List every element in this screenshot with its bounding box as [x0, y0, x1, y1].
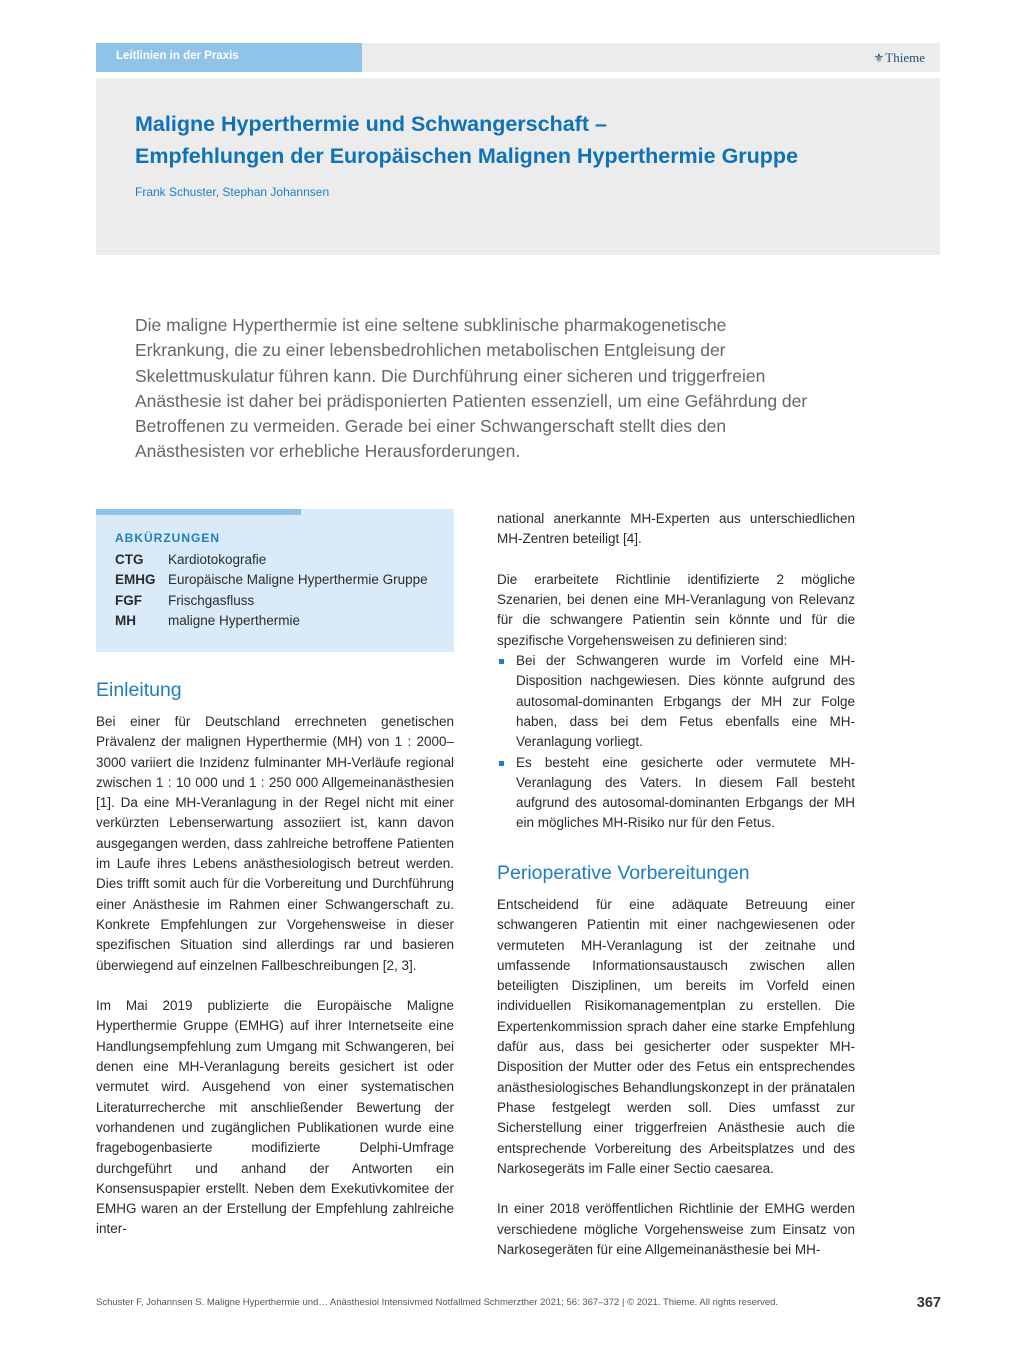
abbreviation-meaning: Kardiotokografie	[168, 552, 267, 567]
abbreviation-key: FGF	[115, 592, 142, 608]
publisher-name: Thieme	[885, 50, 925, 65]
title-line-1: Maligne Hyperthermie und Schwangerschaft –	[135, 112, 607, 136]
abbreviation-key: MH	[115, 613, 136, 629]
abbreviations-heading: ABKÜRZUNGEN	[115, 531, 220, 545]
abbreviation-item	[115, 611, 445, 631]
bullet-list	[497, 651, 855, 834]
abbreviation-key: EMHG	[115, 572, 156, 588]
body-paragraph: Im Mai 2019 publizierte die Europäische Maligne Hyperthermie Gruppe (EMHG) auf ihrer Internetseite eine Handlungsempfehlung zum Umgang mit Schwangeren, bei denen eine MH-Veranlagung bereits gesichert ist oder vermutet wird. Ausgehend von einer systematischen Literaturrecherche mit anschließender Bewertung der vorhandenen und zugänglichen Publikationen wurde eine fragebogenbasierte modifizierte Delphi-Umfrage durchgeführt und anhand der Antworten ein Konsensuspapier erstellt. Neben dem Exekutivkomitee der EMHG waren an der Erstellung der Empfehlung zahlreiche inter-	[96, 998, 454, 1237]
abbreviation-meaning: maligne Hyperthermie	[168, 613, 301, 629]
abbreviation-meaning: Frischgasfluss	[168, 592, 255, 608]
abbreviation-key: CTG	[115, 552, 144, 567]
bullet-text: Es besteht eine gesicherte oder vermutete MH-Veranlagung des Vaters. In diesem Fall besteht aufgrund des autosomal-dominanten Erbgangs der MH ein mögliches MH-Risiko nur für den Fetus.	[516, 754, 855, 831]
bullet-square-icon	[499, 659, 504, 664]
body-paragraph: Die erarbeitete Richtlinie identifizierte 2 mögliche Szenarien, bei denen eine MH-Veranlagung von Relevanz für die schwangere Patientin sein könnte und für die spezifische Vorgehensweisen zu definieren sind:	[497, 571, 855, 648]
abstract: Die maligne Hyperthermie ist eine seltene subklinische pharmakogenetische Erkrankung, die zu einer lebensbedrohlichen metabolischen Entgleisung der Skelettmuskulatur führen kann. Die Durchführung einer sicheren und triggerfreien Anästhesie ist daher bei prädisponierten Patienten essenziell, um eine Gefährdung der Betroffenen zu vermeiden. Gerade bei einer Schwangerschaft stellt dies den Anästhesisten vor erhebliche Herausforderungen.	[135, 315, 808, 462]
body-paragraph: Entscheidend für eine adäquate Betreuung einer schwangeren Patientin mit einer nachgewiesenen oder vermuteten MH-Veranlagung ist der zeitnahe und umfassende Informationsaustausch zwischen allen beteiligten Disziplinen, um bereits im Vorfeld einen individuellen Risikomanagementplan zu erstellen. Die Expertenkommission sprach daher eine starke Empfehlung dafür aus, dass bei gesicherter oder suspekter MH-Disposition der Mutter oder des Fetus ein entsprechendes anästhesiologisches Behandlungskonzept in der pränatalen Phase festgelegt werden soll. Dies umfasst zur Sicherstellung einer triggerfreien Anästhesie auch die entsprechende Vorbereitung des Arbeitsplatzes und des Narkosegeräts im Falle einer Sectio caesarea.	[497, 897, 855, 1176]
left-column-text	[96, 712, 454, 1240]
body-paragraph: Bei einer für Deutschland errechneten genetischen Prävalenz der malignen Hyperthermie (MH) von 1 : 2000–3000 variiert die Inzidenz fulminanter MH-Verläufe regional zwischen 1 : 10 000 und 1 : 250 000 Allgemeinanästhesien [1]. Da eine MH-Veranlagung in der Regel nicht mit einer verkürzten Lebenserwartung assoziiert ist, kann davon ausgegangen werden, dass zahlreiche betroffene Patienten im Laufe ihres Lebens anästhesiologisch betreut werden. Dies trifft somit auch für die Vorbereitung und Durchführung einer Anästhesie im Rahmen einer Schwangerschaft zu. Konkrete Empfehlungen zur Vorgehensweise in dieser spezifischen Situation sind allerdings rar und basieren überwiegend auf einzelnen Fallbeschreibungen [2, 3].	[96, 714, 454, 973]
bullet-square-icon	[499, 761, 504, 766]
authors: Frank Schuster, Stephan Johannsen	[135, 185, 330, 199]
page-number: 367	[916, 1295, 941, 1311]
abbreviation-item	[115, 591, 445, 611]
right-column-top	[497, 509, 855, 834]
abbreviations-accent-bar	[96, 509, 301, 515]
section-heading-perioperative: Perioperative Vorbereitungen	[497, 862, 750, 884]
bullet-text: Bei der Schwangeren wurde im Vorfeld eine MH-Disposition nachgewiesen. Dies könnte aufgrund des autosomal-dominanten Erbgangs der MH zur Folge haben, dass bei dem Fetus ebenfalls eine MH-Veranlagung vorliegt.	[516, 653, 855, 750]
body-paragraph: In einer 2018 veröffentlichen Richtlinie der EMHG werden verschiedene mögliche Vorgehensweise zum Einsatz von Narkosegeräten für eine Allgemeinanästhesie bei MH-	[497, 1201, 855, 1258]
article-title	[135, 108, 895, 172]
thieme-crest-icon: ⚜	[873, 51, 885, 65]
section-heading-einleitung: Einleitung	[96, 679, 182, 701]
abbreviation-item	[115, 570, 445, 590]
abbreviation-meaning: Europäische Maligne Hyperthermie Gruppe	[168, 572, 428, 588]
section-label: Leitlinien in der Praxis	[96, 43, 362, 72]
publisher-logo	[874, 50, 925, 66]
title-line-2: Empfehlungen der Europäischen Malignen Hyperthermie Gruppe	[135, 144, 799, 168]
body-paragraph: national anerkannte MH-Experten aus unterschiedlichen MH-Zentren beteiligt [4].	[497, 511, 855, 547]
bullet-item	[497, 651, 855, 752]
footer-citation: Schuster F, Johannsen S. Maligne Hyperthermie und… Anästhesiol Intensivmed Notfallmed Schmerzther 2021; 56: 367–372 | © 2021. Thieme. All rights reserved.	[96, 1297, 779, 1308]
bullet-item	[497, 753, 855, 834]
abbreviation-item	[115, 550, 445, 570]
right-column-bottom	[497, 895, 855, 1260]
abbreviations-list	[115, 550, 445, 632]
